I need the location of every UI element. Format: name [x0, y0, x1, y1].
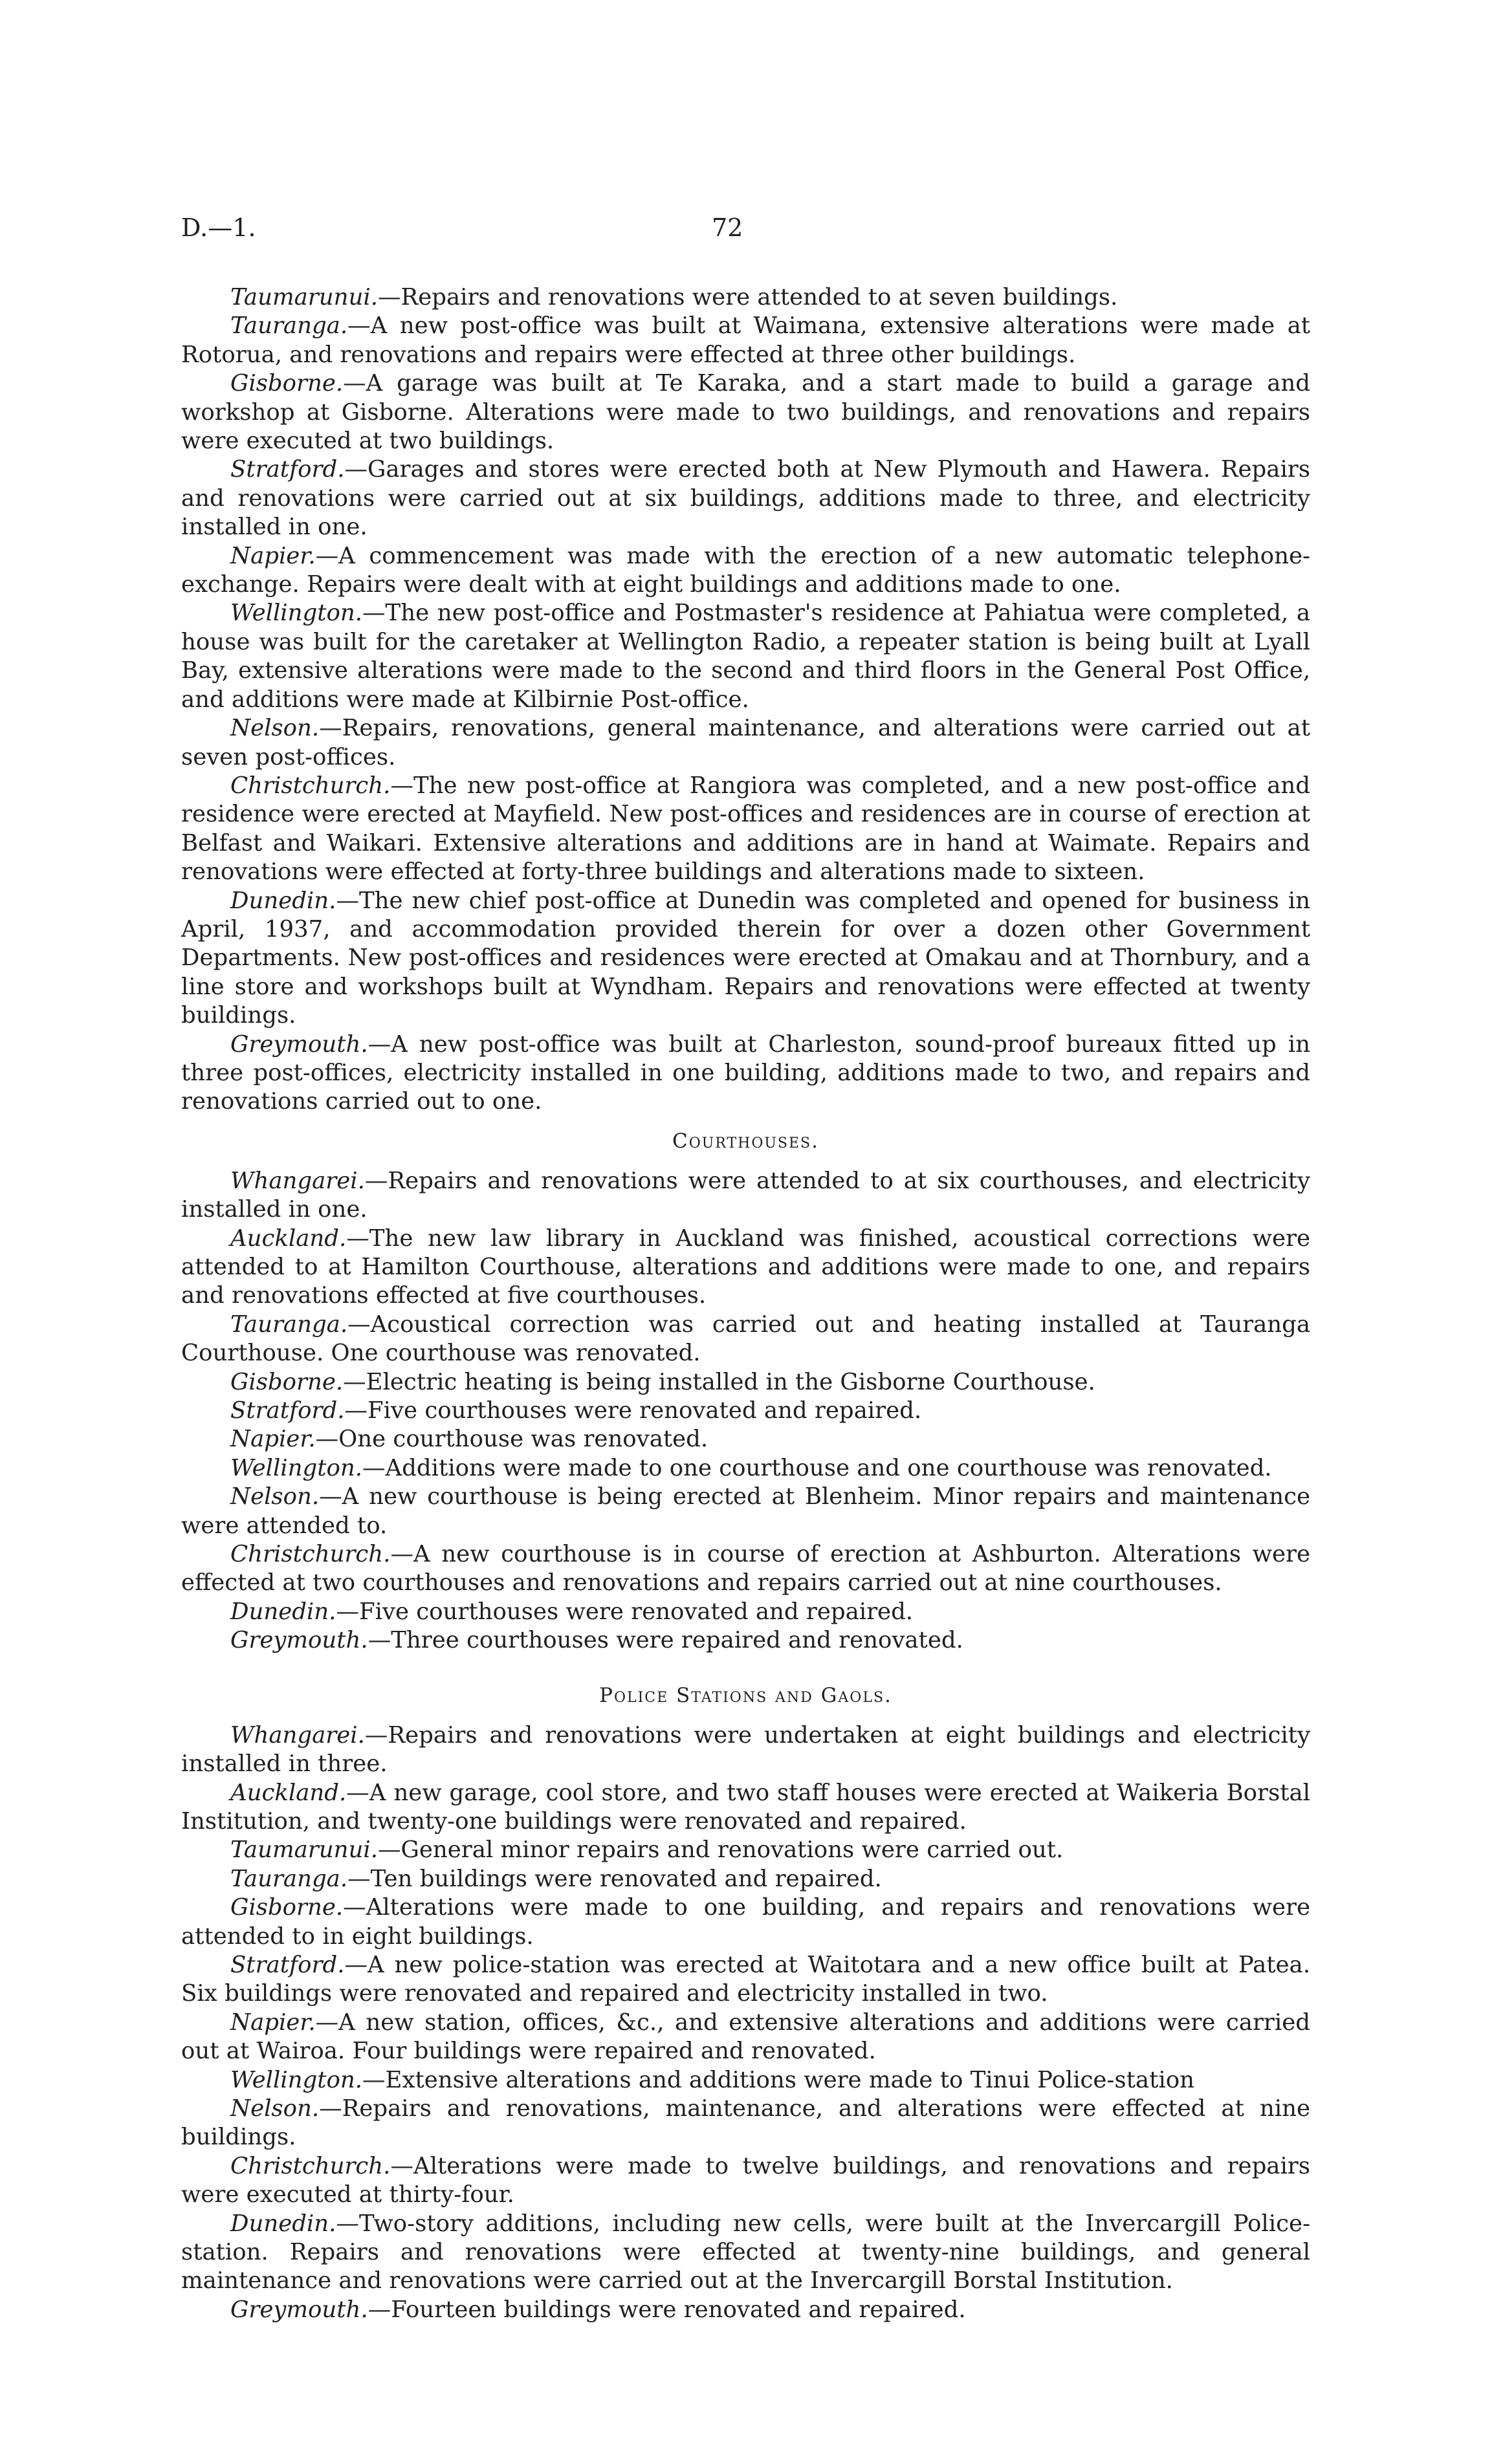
- paragraph: [181, 1865, 1310, 1893]
- district-name: Greymouth.: [230, 2296, 368, 2323]
- paragraph-text: —Ten buildings were renovated and repaired.: [347, 1865, 882, 1892]
- district-name: Tauranga.: [230, 1311, 348, 1338]
- paragraph-text: —A new post-office was built at Waimana, extensive alterations were made at Rotorua, and renovations and repairs were effected at three other buildings.: [181, 312, 1310, 368]
- paragraph: [181, 1779, 1310, 1837]
- paragraph-text: —Repairs and renovations, maintenance, and alterations were effected at nine buildings.: [181, 2095, 1310, 2151]
- paragraph-text: —Repairs and renovations were attended to at six courthouses, and electricity installed in one.: [181, 1167, 1310, 1223]
- paragraph: [181, 1167, 1310, 1225]
- paragraph: [181, 2066, 1310, 2095]
- district-name: Stratford.: [230, 456, 345, 483]
- district-name: Christchurch.: [230, 772, 391, 799]
- document-reference: D.—1.: [181, 213, 256, 242]
- page-header: [181, 213, 1310, 252]
- paragraph-text: —Five courthouses were renovated and repaired.: [344, 1397, 922, 1424]
- district-name: Dunedin.: [230, 887, 336, 914]
- paragraph: [181, 369, 1310, 455]
- district-name: Taumarunui.: [230, 284, 378, 311]
- paragraph-text: —Alterations were made to twelve buildings, and renovations and repairs were executed at thirty-four.: [181, 2152, 1310, 2208]
- paragraph: [181, 599, 1310, 714]
- district-name: Greymouth.: [230, 1627, 368, 1654]
- paragraph: [181, 1598, 1310, 1626]
- district-name: Napier.: [230, 1426, 316, 1453]
- paragraph-text: —One courthouse was renovated.: [315, 1426, 709, 1453]
- paragraph: [181, 1721, 1310, 1779]
- paragraph-text: —A new station, offices, &c., and extensive alterations and additions were carried out at Wairoa. Four buildings were repaired and renovated.: [181, 2009, 1310, 2065]
- paragraph-text: —Additions were made to one courthouse and one courthouse was renovated.: [362, 1454, 1272, 1481]
- paragraph: [181, 1030, 1310, 1117]
- district-name: Napier.: [230, 2009, 316, 2036]
- paragraph-text: —A garage was built at Te Karaka, and a start made to build a garage and workshop at Gisborne. Alterations were made to two buildings, and renovations and repairs were executed at two buildings.: [181, 370, 1310, 455]
- police-section: [181, 1721, 1310, 2325]
- paragraph-text: —Electric heating is being installed in the Gisborne Courthouse.: [343, 1368, 1095, 1395]
- paragraph: [181, 1425, 1310, 1454]
- page-number: 72: [712, 213, 743, 242]
- district-name: Dunedin.: [230, 2210, 336, 2237]
- paragraph-text: —A new police-station was erected at Waitotara and a new office built at Patea. Six buildings were renovated and repaired and electricity installed in two.: [181, 1951, 1310, 2007]
- paragraph: [181, 455, 1310, 541]
- paragraph-text: —General minor repairs and renovations were carried out.: [377, 1837, 1064, 1864]
- paragraph: [181, 2210, 1310, 2296]
- district-name: Christchurch.: [230, 2152, 391, 2179]
- paragraph-text: —Alterations were made to one building, and repairs and renovations were attended to in eight buildings.: [181, 1894, 1310, 1950]
- paragraph-text: —Three courthouses were repaired and renovated.: [368, 1627, 963, 1654]
- paragraph: [181, 2009, 1310, 2066]
- paragraph-text: —A commencement was made with the erection of a new automatic telephone-exchange. Repairs were dealt with at eight buildings and additions made to one.: [181, 542, 1310, 598]
- paragraph-text: —Repairs and renovations were attended to at seven buildings.: [377, 284, 1118, 311]
- paragraph: [181, 1951, 1310, 2009]
- paragraph: [181, 1368, 1310, 1397]
- paragraph: [181, 2095, 1310, 2152]
- paragraph-text: —The new post-office and Postmaster's residence at Pahiatua were completed, a house was built for the caretaker at Wellington Radio, a repeater station is being built at Lyall Bay, extensive alterations were made to the second and third floors in the General Post Office, and additions were made at Kilbirnie Post-office.: [181, 600, 1310, 713]
- district-name: Napier.: [230, 542, 316, 569]
- paragraph: [181, 1540, 1310, 1598]
- paragraph-text: —Acoustical correction was carried out and heating installed at Tauranga Courthouse. One courthouse was renovated.: [181, 1311, 1310, 1367]
- paragraph-text: —A new garage, cool store, and two staff houses were erected at Waikeria Borstal Institution, and twenty-one buildings were renovated and repaired.: [181, 1779, 1310, 1835]
- paragraph-text: —Repairs and renovations were undertaken at eight buildings and electricity installed in three.: [181, 1721, 1310, 1778]
- paragraph: [181, 1483, 1310, 1540]
- paragraph-text: —A new courthouse is in course of erection at Ashburton. Alterations were effected at two courthouses and renovations and repairs carried out at nine courthouses.: [181, 1541, 1310, 1597]
- paragraph-text: —The new chief post-office at Dunedin was completed and opened for business in April, 1937, and accommodation provided therein for over a dozen other Government Departments. New post-offices and residences were erected at Omakau and at Thornbury, and a line store and workshops built at Wyndham. Repairs and renovations were effected at twenty buildings.: [181, 887, 1310, 1029]
- paragraph-text: —Extensive alterations and additions were made to Tinui Police-station: [362, 2066, 1194, 2093]
- paragraph-text: —Two-story additions, including new cells, were built at the Invercargill Police-station. Repairs and renovations were effected at twenty-nine buildings, and general maintenance and renovations were carried out at the Invercargill Borstal Institution.: [181, 2210, 1310, 2295]
- document-body: [181, 283, 1310, 2324]
- district-name: Tauranga.: [230, 1865, 348, 1892]
- district-name: Tauranga.: [230, 312, 348, 340]
- paragraph: [181, 1454, 1310, 1483]
- paragraph: [181, 1836, 1310, 1864]
- courthouses-section: [181, 1167, 1310, 1655]
- district-name: Greymouth.: [230, 1030, 368, 1058]
- paragraph: [181, 2296, 1310, 2324]
- paragraph-text: —Five courthouses were renovated and repaired.: [336, 1598, 914, 1625]
- district-name: Gisborne.: [230, 370, 344, 397]
- paragraph: [181, 312, 1310, 369]
- paragraph: [181, 1893, 1310, 1951]
- district-name: Whangarei.: [230, 1167, 365, 1194]
- district-name: Auckland.: [230, 1225, 347, 1252]
- district-name: Stratford.: [230, 1397, 345, 1424]
- section-heading-police: Police Stations and Gaols.: [599, 1683, 892, 1707]
- paragraph-text: —Repairs, renovations, general maintenance, and alterations were carried out at seven post-offices.: [181, 715, 1310, 770]
- paragraph-text: —Fourteen buildings were renovated and repaired.: [368, 2296, 966, 2323]
- section-heading-courthouses: Courthouses.: [672, 1129, 819, 1153]
- document-page: [181, 213, 1310, 2324]
- district-name: Gisborne.: [230, 1368, 344, 1395]
- paragraph: [181, 1311, 1310, 1368]
- district-name: Stratford.: [230, 1951, 345, 1978]
- district-name: Christchurch.: [230, 1541, 391, 1568]
- paragraph-text: —The new post-office at Rangiora was completed, and a new post-office and residence were erected at Mayfield. New post-offices and residences are in course of erection at Belfast and Waikari. Extensive alterations and additions are in hand at Waimate. Repairs and renovations were effected at forty-three buildings and alterations made to sixteen.: [181, 772, 1310, 886]
- district-name: Auckland.: [230, 1779, 347, 1806]
- district-name: Gisborne.: [230, 1894, 344, 1921]
- paragraph-text: —The new law library in Auckland was finished, acoustical corrections were attended to at Hamilton Courthouse, alterations and additions were made to one, and repairs and renovations effected at five courthouses.: [181, 1225, 1310, 1309]
- paragraph: [181, 1626, 1310, 1655]
- paragraph-text: —A new courthouse is being erected at Blenheim. Minor repairs and maintenance were attended to.: [181, 1483, 1310, 1539]
- district-name: Nelson.: [230, 715, 320, 742]
- district-name: Wellington.: [230, 1454, 363, 1481]
- district-name: Taumarunui.: [230, 1837, 378, 1864]
- intro-section: [181, 283, 1310, 1117]
- paragraph-text: —A new post-office was built at Charleston, sound-proof bureaux fitted up in three post-offices, electricity installed in one building, additions made to two, and repairs and renovations carried out to one.: [181, 1030, 1310, 1115]
- paragraph: [181, 714, 1310, 772]
- paragraph: [181, 283, 1310, 312]
- paragraph: [181, 887, 1310, 1030]
- district-name: Nelson.: [230, 2095, 320, 2122]
- district-name: Nelson.: [230, 1483, 320, 1510]
- district-name: Wellington.: [230, 600, 363, 627]
- district-name: Dunedin.: [230, 1598, 336, 1625]
- paragraph-text: —Garages and stores were erected both at New Plymouth and Hawera. Repairs and renovations were carried out at six buildings, additions made to three, and electricity installed in one.: [181, 456, 1310, 541]
- paragraph: [181, 1225, 1310, 1311]
- paragraph: [181, 2152, 1310, 2210]
- district-name: Wellington.: [230, 2066, 363, 2093]
- district-name: Whangarei.: [230, 1721, 365, 1749]
- paragraph: [181, 542, 1310, 600]
- paragraph: [181, 1397, 1310, 1425]
- paragraph: [181, 772, 1310, 887]
